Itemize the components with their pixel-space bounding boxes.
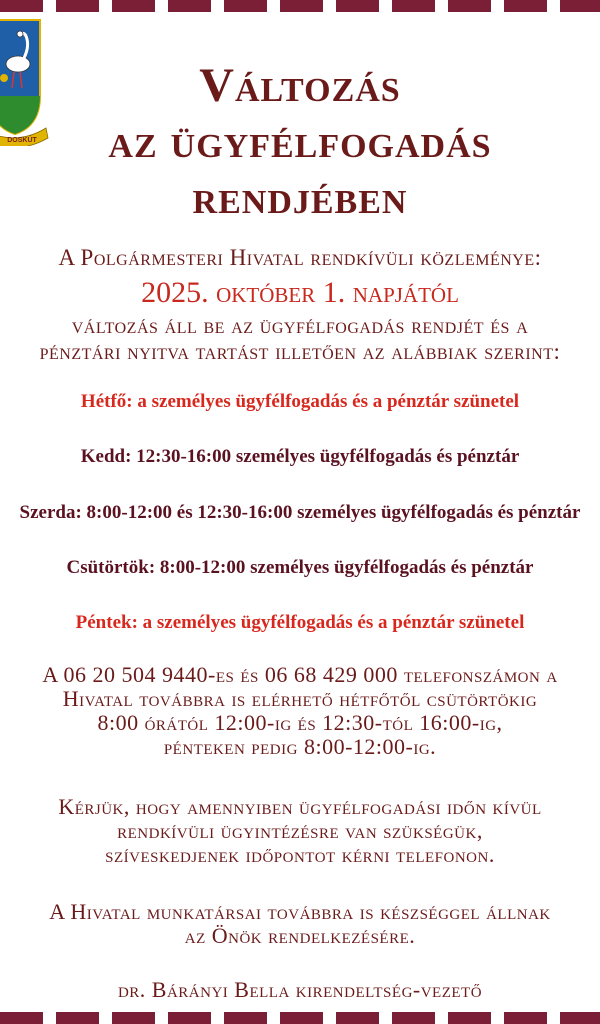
schedule-friday: Péntek: a személyes ügyfélfogadás és a pénztár szünetel: [75, 612, 525, 633]
closing-text: [0, 900, 600, 948]
change-line-2: pénztári nyitva tartást illetően az alábbiak szerint:: [39, 339, 561, 364]
request-text: [0, 795, 600, 867]
notice-title: [0, 58, 600, 226]
signature: dr. Bárányi Bella kirendeltség-vezető: [117, 977, 483, 1002]
request-line-2: rendkívüli ügyintézésre van szükségük,: [117, 818, 483, 843]
phone-info-line-3: 8:00 órától 12:00-ig és 12:30-tól 16:00-ig,: [97, 710, 503, 735]
schedule-monday: Hétfő: a személyes ügyfélfogadás és a pénztár szünetel: [80, 391, 520, 412]
title-line-1: Változás: [199, 59, 401, 112]
change-text: [0, 313, 600, 365]
phone-info-line-2: Hivatal továbbra is elérhető hétfőtől csütörtökig: [62, 686, 538, 711]
crest-banner-text: DOSKÚT: [7, 137, 37, 144]
phone-info: [0, 663, 600, 759]
schedule-tuesday: Kedd: 12:30-16:00 személyes ügyfélfogadás és pénztár: [80, 446, 520, 467]
title-line-2: az ügyfélfogadás: [108, 115, 492, 168]
request-line-3: szíveskedjenek időpontot kérni telefonon.: [105, 842, 495, 867]
decorative-border-top: [0, 0, 600, 12]
effective-date: 2025. október 1. napjától: [141, 276, 459, 309]
phone-info-line-4: pénteken pedig 8:00-12:00-ig.: [163, 734, 437, 759]
intro-text: A Polgármesteri Hivatal rendkívüli közleménye:: [58, 245, 542, 270]
request-line-1: Kérjük, hogy amennyiben ügyfélfogadási időn kívül: [58, 794, 542, 819]
decorative-border-bottom: [0, 1012, 600, 1024]
closing-line-2: az Önök rendelkezésére.: [184, 923, 416, 948]
schedule-wednesday: Szerda: 8:00-12:00 és 12:30-16:00 személyes ügyfélfogadás és pénztár: [19, 502, 581, 523]
change-line-1: változás áll be az ügyfélfogadás rendjét és a: [71, 313, 529, 338]
title-line-3: rendjében: [192, 171, 408, 224]
schedule-thursday: Csütörtök: 8:00-12:00 személyes ügyfélfogadás és pénztár: [66, 557, 534, 578]
closing-line-1: A Hivatal munkatársai továbbra is készséggel állnak: [49, 899, 551, 924]
phone-info-line-1: A 06 20 504 9440-es és 06 68 429 000 telefonszámon a: [42, 662, 558, 687]
